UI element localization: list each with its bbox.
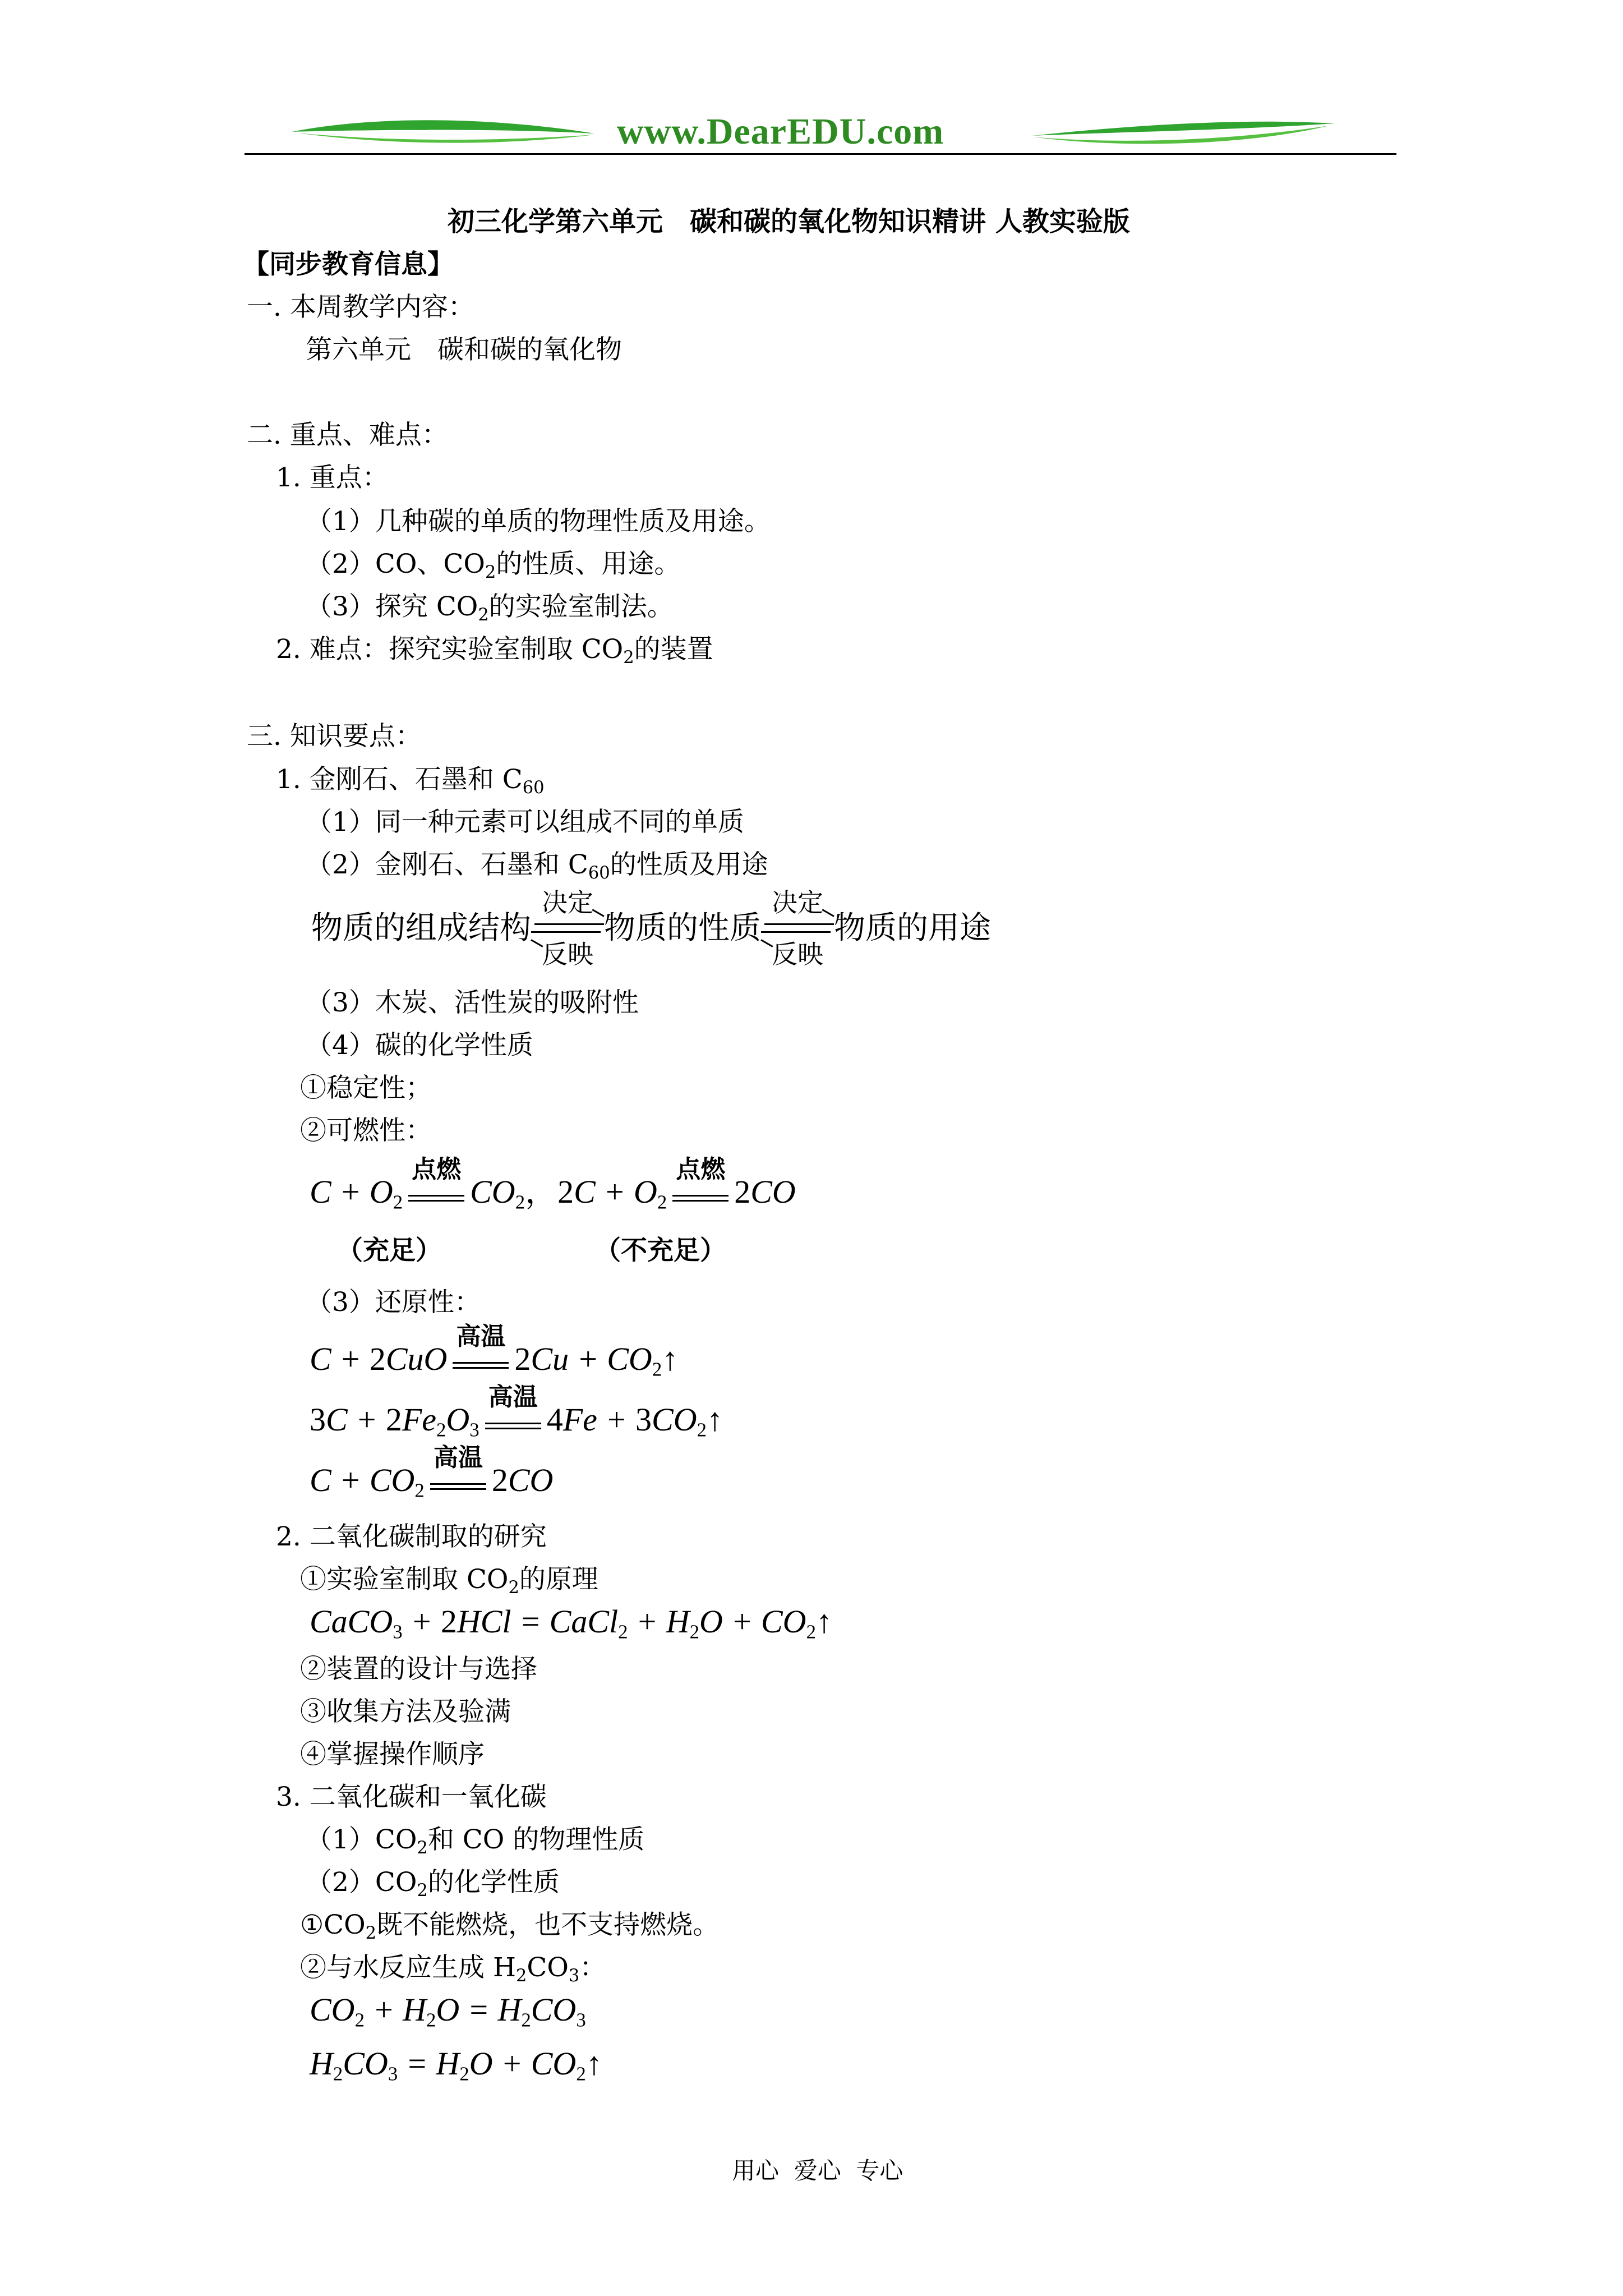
page-footer: 用心 爱心 专心 [732,2157,903,2184]
flow-use: 物质的用途 [834,910,991,946]
sufficient-label: （充足） [336,1235,442,1266]
section-1-heading: 一. 本周教学内容： [247,292,474,323]
point-2-heading: 2. 二氧化碳制取的研究 [276,1521,547,1552]
equation-caco3-hcl: CaCO$_3$ + 2HCl = CaCl$_2$ + $H_2O$ + $CO_2↑$ [310,1603,832,1643]
point-2-2: ②装置的设计与选择 [300,1654,537,1685]
key-point-1: （1）几种碳的单质的物理性质及用途。 [306,506,771,537]
point-1-3: （3）木炭、活性炭的吸附性 [306,987,639,1018]
point-3-2: $(2)CO_2$的化学性质 [306,1867,560,1901]
flow-property: 物质的性质 [604,910,761,946]
point-2-4: ④掌握操作顺序 [300,1739,485,1770]
sync-heading: 【同步教育信息】 [243,249,454,280]
key-points-label: 1. 重点： [276,462,389,493]
point-3-4: ②与水反应生成 $H_2CO_3$： [300,1952,606,1986]
point-1-4: （4）碳的化学性质 [306,1030,533,1061]
logo-text: www.DearEDU.com [617,111,944,152]
equation-reduction-fe2o3: $3C + 2Fe_2O_3$ 高温 $4Fe + 3CO_2↑$ [310,1383,723,1441]
point-1-2: （2）金刚石、石墨和 $C_{60}$的性质及用途 [306,849,768,884]
point-3-heading: 3. 二氧化碳和一氧化碳 [276,1782,547,1812]
equation-reduction-cuo: C + 2CuO 高温 $2Cu + CO_2↑$ [310,1322,679,1381]
section-1-content: 第六单元 碳和碳的氧化物 [306,334,622,365]
point-2-3: ③收集方法及验满 [300,1696,511,1727]
combustibility-label: ②可燃性： [300,1115,432,1146]
point-3-3: $①CO_2$既不能燃烧，也不支持燃烧。 [300,1910,720,1944]
key-point-3: （3）探究 $CO_2$的实验室制法。 [306,591,674,625]
section-3-heading: 三. 知识要点： [247,721,422,752]
point-2-1: ①实验室制取 $CO_2$的原理 [300,1564,598,1598]
equilibrium-arrows-icon: 决定 反映 [531,909,604,948]
flow-structure: 物质的组成结构 [311,910,531,946]
equilibrium-arrows-icon: 决定 反映 [761,909,834,948]
equation-h2co3-decomposition: $H_2CO_3 = H_2O$ + $CO_2↑$ [310,2045,602,2085]
reducibility-label: （3）还原性： [306,1287,481,1318]
section-2-heading: 二. 重点、难点： [247,420,448,450]
equation-co2-water: $CO_2 + H_2O = H_2CO_3$ [310,1991,586,2031]
key-point-2: （2）CO、$CO_2$的性质、用途。 [306,549,681,583]
point-3-1: $(1)CO_2$和 CO 的物理性质 [306,1824,645,1858]
point-1-heading: 1. 金刚石、石墨和 $C_{60}$ [276,764,545,798]
point-1-1: （1）同一种元素可以组成不同的单质 [306,807,744,838]
insufficient-label: （不充足） [594,1235,726,1266]
page-title: 初三化学第六单元 碳和碳的氧化物知识精讲 人教实验版 [448,206,1130,237]
equation-combustion: $C + O_2$ 点燃 $CO_2$，$2C + O_2$ 点燃 2CO [310,1155,796,1213]
equation-reduction-co2: $C + CO_2$ 高温 2CO [310,1443,554,1502]
header-divider [245,153,1396,155]
header-logo [280,107,1346,157]
structure-property-use-flow [311,887,991,969]
difficult-point: 2. 难点：探究实验室制取 $CO_2$的装置 [276,634,713,668]
stability-label: ①稳定性； [300,1073,432,1103]
